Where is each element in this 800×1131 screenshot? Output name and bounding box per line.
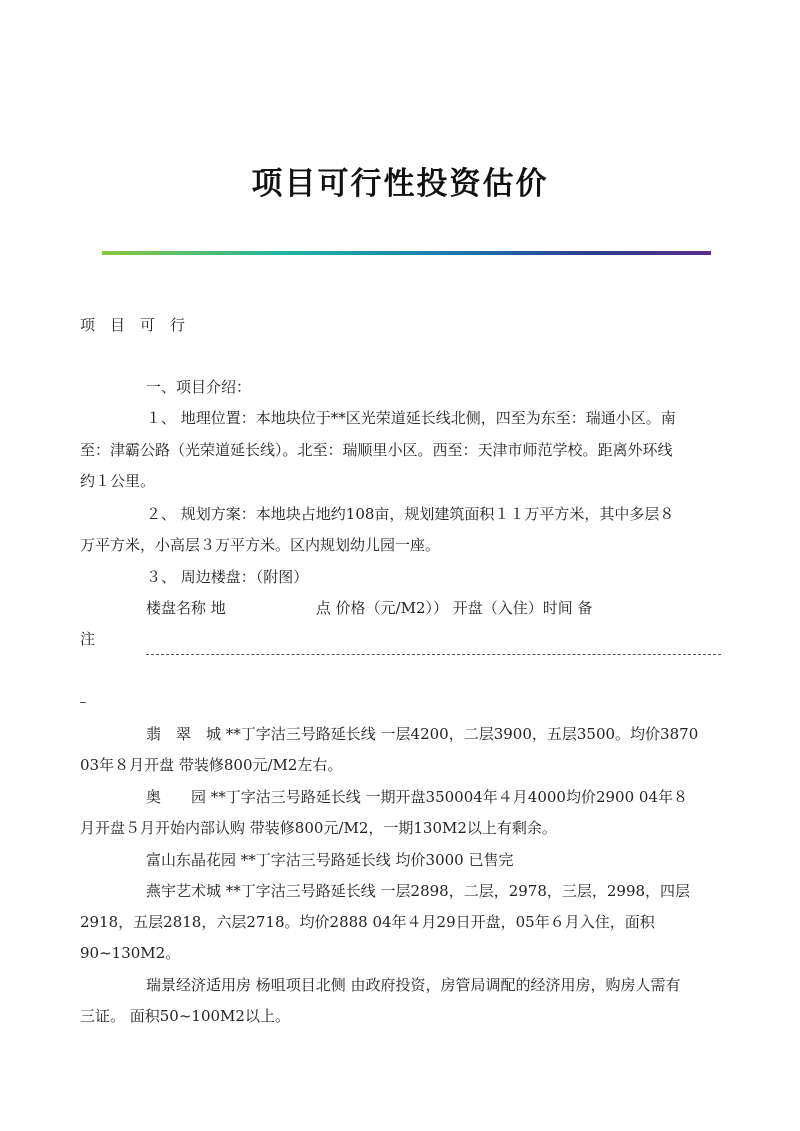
location-line-3: 约１公里。 (80, 472, 156, 490)
location-line-2: 至：津霸公路（光荣道延长线）。北至：瑞顺里小区。西至：天津市师范学校。距离外环线 (80, 441, 673, 459)
list-item-continuation: 月开盘５月开始内部认购 带装修800元/M2，一期130M2以上有剩余。 (80, 819, 557, 837)
plan-line-2: 万平方米，小高层３万平方米。区内规划幼儿园一座。 (80, 536, 441, 554)
location-line-1: １、 地理位置：本地块位于**区光荣道延长线北侧，四至为东至：瑞通小区。南 (146, 409, 676, 427)
nearby-heading: ３、 周边楼盘：（附图） (146, 568, 309, 586)
separator-tail (80, 702, 86, 703)
list-item-continuation: 三证。 面积50~100M2以上。 (80, 1007, 290, 1025)
table-header-line-1: 楼盘名称 地 点 价格（元/M2）） 开盘（入住）时间 备 (146, 599, 593, 617)
list-item: 富山东晶花园 **丁字沽三号路延长线 均价3000 已售完 (146, 851, 514, 869)
dashed-separator (146, 654, 721, 655)
list-item-continuation: 90~130M2。 (80, 944, 181, 962)
list-item: 奥 园 **丁字沽三号路延长线 一期开盘350004年４月4000均价2900 04年８ (146, 788, 689, 806)
list-item: 燕宇艺术城 **丁字沽三号路延长线 一层2898，二层，2978，三层，2998，四层 (146, 882, 691, 900)
section-intro-heading: 一、项目介绍： (146, 378, 252, 396)
list-item: 翡 翠 城 **丁字沽三号路延长线 一层4200，二层3900，五层3500。均价3870 (146, 725, 699, 743)
document-title: 项目可行性投资估价 (251, 166, 549, 202)
list-item-continuation: 03年８月开盘 带装修800元/M2左右。 (80, 756, 343, 774)
plan-line-1: ２、 规划方案：本地块占地约108亩，规划建筑面积１１万平方米，其中多层８ (146, 505, 675, 523)
list-item: 瑞景经济适用房 杨咀项目北侧 由政府投资，房管局调配的经济用房，购房人需有 (146, 976, 681, 994)
heading: 项 目 可 行 (80, 316, 186, 334)
title-divider (102, 251, 711, 255)
table-header-line-2: 注 (80, 630, 96, 648)
list-item-continuation: 2918，五层2818，六层2718。均价2888 04年４月29日开盘，05年６月入住，面积 (80, 913, 655, 931)
